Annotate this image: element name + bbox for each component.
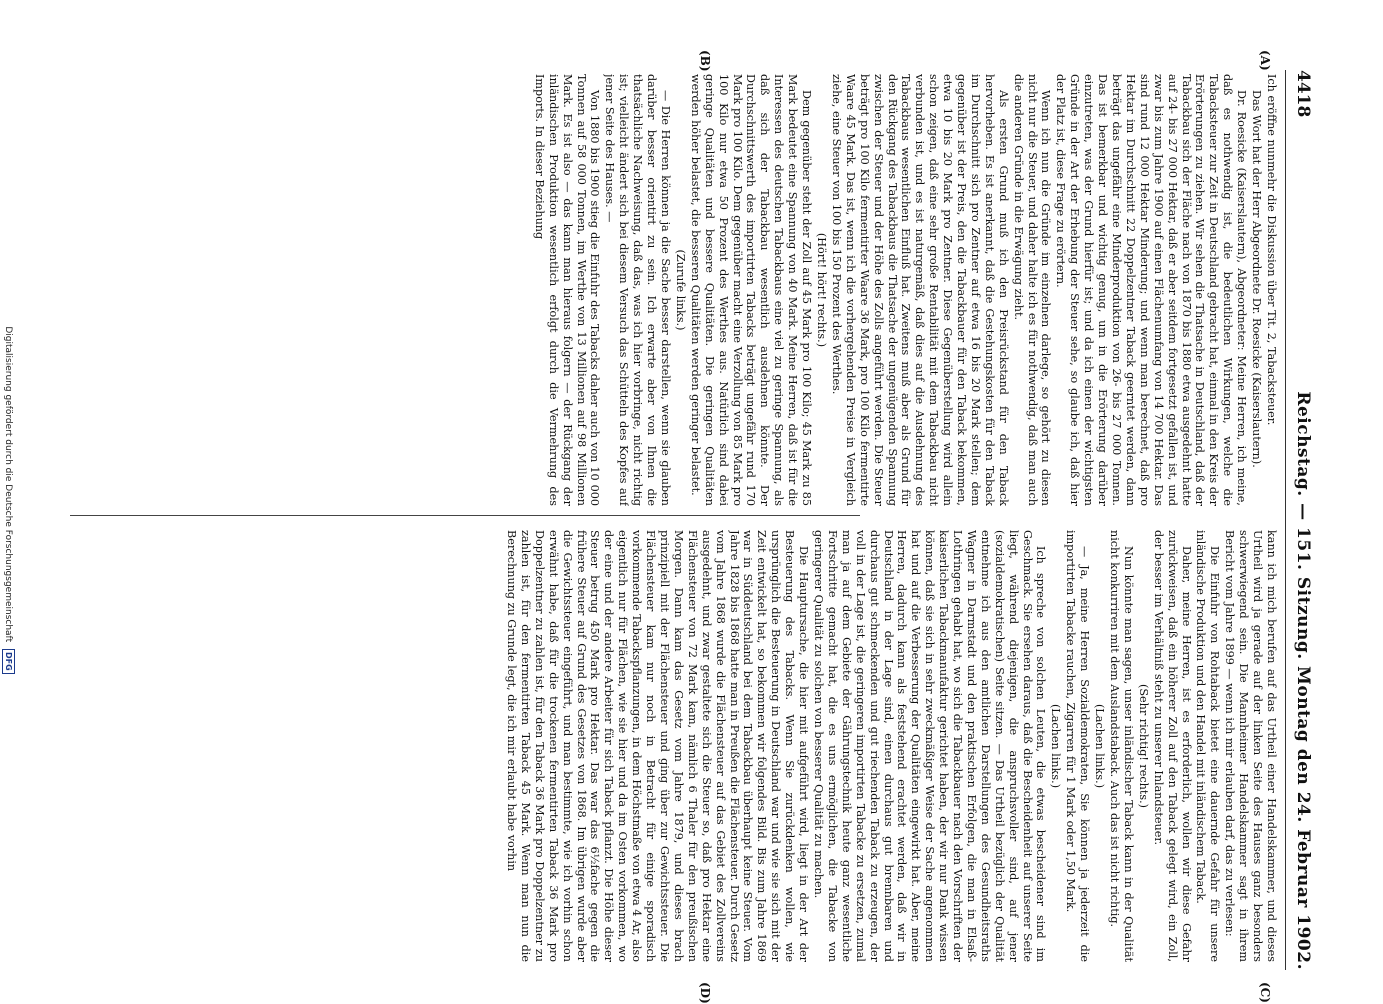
page-number: 4418 [1293, 70, 1313, 118]
quotation: Die Einfuhr von Rohtaback bietet eine dauernde Gefahr für unsere inländische Produktion und den Handel mit inländischem Taback. [1194, 530, 1222, 962]
paragraph: Dr. Roesicke (Kaiserslautern), Abgeordneter: Meine Herren, ich meine, daß es nothwendig ist, die bedeutlichen Wirkungen, welche die Tabacksteuer zur Zeit in Deutschland gebracht hat, einmal in den Kreis der Erörterungen zu ziehen. Wir sehen die Thatsache in Deutschland, daß der Tabackbau sich der Fläche nach von 1870 bis 1880 etwa ausgedehnt hatte auf 24- bis 27 000 Hektar, daß er aber seitdem fortgesetzt gefallen ist, und zwar bis zum Jahre 1900 auf einen Flächenumfang von 14 700 Hektar. Das sind rund 12 000 Hektar Minderung; und wenn man berechnet, daß pro Hektar im Durchschnitt 22 Doppelzentner Taback geerntet werden, dann beträgt das ungefähr eine Minderproduktion von 26- bis 27 000 Tonnen. Das ist bemerkbar und wichtig genug, um in die Erörterung darüber einzutreten, was der Grund hierfür ist; und da ich einen der wichtigsten Gründe in der Art der Erhebung der Steuer sehe, so glaube ich, daß hier der Platz ist, diese Frage zu erörtern. [1054, 74, 1249, 506]
paragraph: kann ich mich berufen auf das Urtheil einer Handelskammer, und dieses Urtheil wird ja gerade auf der linken Seite des Hauses ganz besonders schwerwiegend sein. Die Mannheimer Handelskammer sagt in ihrem Bericht vom Jahre 1899 — wenn ich mir erlauben darf, das zu verlesen: [1223, 530, 1278, 962]
paragraph: Ich spreche von solchen Leuten, die etwas bescheidener sind im Geschmack. Sie ersehen daraus, daß die Bescheidenheit auf unserer Seite liegt, während diejenigen, die anspruchsvoller sind, auf jener (sozialdemokratischen) Seite sitzen. — Das Urtheil bezüglich der Qualität entnehme ich aus den amtlichen Darstellungen des Gesundheitsraths Wagner in Darmstadt und den praktischen Erfolgen, die man in Elsaß-Lothringen gehabt hat, wo sich die Tabackbauer nach den Vorschriften der kaiserlichen Tabackmanufaktur gerichtet haben, der wir nur Dank wissen können, daß sie sich in sehr zweckmäßiger Weise der Sache angenommen hat und auf die Verbesserung der Qualitäten eingewirkt hat. Aber, meine Herren, dadurch kann als feststehend erachtet werden, daß wir in Deutschland in der Lage sind, einen durchaus gut brennbaren und durchaus gut schmeckenden und gut riechenden Taback zu erzeugen, der voll in der Lage ist, die geringeren importirten Tabacke zu ersetzen, zumal man ja auf dem Gebiete der Gährungstechnik heute ganz wesentliche Fortschritte gemacht hat, die es uns ermöglichen, die Tabacke von geringerer Qualität zu solchen von besserer Qualität zu machen. [812, 530, 1048, 962]
paragraph: Ich eröffne nunmehr die Diskussion über Tit. 2, Tabacksteuer. [1265, 74, 1278, 426]
right-column [68, 530, 1278, 962]
interjection: (Sehr richtig! rechts.) [1136, 683, 1150, 809]
header-rule [1285, 70, 1286, 970]
margin-marker-d: (D) [698, 982, 712, 1004]
margin-marker-c: (C) [1258, 982, 1272, 1003]
paragraph: Wenn ich nun die Gründe im einzelnen darlege, so gehört zu diesen nicht nur die Steuer, und daher halte ich es für nothwendig, daß man auch die anderen Gründe in die Erwägung zieht. [1011, 74, 1053, 506]
interjection: (Lachen links.) [1093, 703, 1107, 789]
page-title: Reichstag. — 151. Sitzung. Montag den 24. Februar 1902. [1293, 391, 1313, 970]
interjection: (Hört! hört! rechts.) [815, 232, 828, 348]
credit-text: Digitalisierung gefördert durch die Deutsche Forschungsgemeinschaft [3, 326, 13, 643]
paragraph: — Ja, meine Herren Sozialdemokraten, Sie können ja jederzeit die importirten Tabacke rauchen, Zigarren für 1 Mark oder 1,50 Mark. [1064, 530, 1092, 962]
paragraph: Das Wort hat der Herr Abgeordnete Dr. Roesicke (Kaiserslautern). [1250, 90, 1264, 468]
dfg-logo: DFG [2, 649, 15, 674]
paragraph: Als ersten Grund muß ich den Preisrückstand für den Taback hervorheben. Es ist anerkannt, daß die Gestehungskosten für den Taback im Durchschnitt sich pro Zentner auf etwa 16 bis 20 Mark stellen; dem gegenüber ist der Preis, den die Tabackbauer für den Taback bekommen, etwa 10 bis 20 Mark pro Zentner. Diese Gegenüberstellung wird allein schon zeigen, daß eine sehr große Rentabilität mit dem Tabackbau nicht verbunden ist, und es ist naturgemäß, daß dies auf die Ausdehnung des Tabackbaus wesentlichen Einfluß hat. Zweitens muß aber als Grund für den Rückgang des Tabackbaus die Thatsache der ungenügenden Spannung zwischen der Steuer und der Höhe des Zolls angeführt werden. Die Steuer beträgt pro 100 Kilo fermentirter Waare 36 Mark, pro 100 Kilo fermentirte Waare 45 Mark. Das ist, wenn ich die vorhergehenden Preise in Vergleich ziehe, eine Steuer von 100 bis 150 Prozent des Werthes. [829, 74, 1010, 506]
digitization-credit [0, 0, 16, 1000]
interjection: (Zurufe links.) [673, 249, 687, 331]
margin-marker-a: (A) [1258, 50, 1272, 71]
page-header [1290, 70, 1316, 970]
paragraph: Nun könnte man sagen, unser inländischer Taback kann in der Qualität nicht konkurriren mit dem Auslandstaback. Auch das ist nicht richtig. [1108, 530, 1135, 962]
paragraph: — Die Herren können ja die Sache besser darstellen, wenn sie glauben darüber besser orientirt zu sein. Ich erwarte aber von Ihnen die thatsächliche Nachweisung, daß das, was ich hier vorbringe, nicht richtig ist; vielleicht ändert sich bei diesem Versuch das Schütteln des Kopfes auf jener Seite des Hauses. — [603, 74, 673, 506]
paragraph: Die Hauptursache, die hier mit aufgeführt wird, liegt in der Art der Besteuerung des Tabacks. Wenn Sie zurückdenken wollen, wie ursprünglich die Besteuerung in Deutschland war und wie sie sich mit der Zeit entwickelt hat, so bekommen wir folgendes Bild. Bis zum Jahre 1869 war in Süddeutschland bei dem Tabackbau überhaupt keine Steuer. Vom Jahre 1828 bis 1868 hatte man in Preußen die Flächensteuer. Durch Gesetz vom Jahre 1868 wurde die Flächensteuer auf das Gebiet des Zollvereins ausgedehnt, und zwar gestaltete sich die Steuer so, daß pro Hektar eine Flächensteuer von 72 Mark kam, nämlich 6 Thaler für den preußischen Morgen. Dann kam das Gesetz vom Jahre 1879, und dieses brach prinzipiell mit der Flächensteuer und ging über zur Gewichtssteuer. Die Flächensteuer kam nur noch in Betracht für einige sporadisch vorkommende Tabackspflanzungen, in dem Höchstmaße von etwa 4 Ar, also eigentlich nur für Flächen, wie sie hier und da im Osten vorkommen, wo der eine und der andere Arbeiter für sich Taback pflanzt. Die Höhe dieser Steuer betrug 450 Mark pro Hektar. Das war das 6½fache gegen die frühere Steuer auf Grund des Gesetzes von 1868. Im übrigen wurde aber die Gewichtssteuer eingeführt, und man bestimmte, wie ich vorhin schon erwähnt habe, daß für die trockenen fermentirten Taback 36 Mark pro Doppelzentner zu zahlen ist, für den Taback 36 Mark pro Doppelzentner zu zahlen ist, für den fermentirten Taback 45 Mark. Wenn man nun die Berechnung zu Grunde legt, die ich mir erlaubt habe vorhin [505, 530, 811, 962]
left-column [68, 74, 1278, 506]
paragraph: Von 1880 bis 1900 stieg die Einfuhr des Tabacks daher auch von 10 000 Tonnen auf 58 000 Tonnen, im Werthe von 13 Millionen auf 98 Millionen Mark. Es ist also — das kann man hieraus folgern — der Rückgang der inländischen Produktion wesentlich erfolgt durch die Vermehrung des Imports. In dieser Beziehung [532, 74, 602, 506]
margin-marker-b: (B) [698, 50, 712, 72]
interjection: (Lachen links.) [1049, 703, 1063, 789]
paragraph: Dem gegenüber steht der Zoll auf 45 Mark pro 100 Kilo; 45 Mark zu 85 Mark bedeutet eine Spannung von 40 Mark. Meine Herren, daß ist für die Interessen des deutschen Tabackbaus eine viel zu geringe Spannung, als daß sich der Tabackbau wesentlich ausdehnen könnte. Der Durchschnittswerth des importirten Tabacks beträgt ungefähr rund 170 Mark pro 100 Kilo. Dem gegenüber macht eine Verzollung von 85 Mark pro 100 Kilo nur etwa 50 Prozent des Werthes aus. Natürlich sind dabei geringe Qualitäten und bessere Qualitäten. Die geringen Qualitäten werden höher belastet, die besseren Qualitäten werden geringer belastet. [688, 74, 814, 506]
column-divider [70, 515, 860, 516]
paragraph: Daher, meine Herren, ist es erforderlich, wollen wir diese Gefahr zurückweisen, daß ein höherer Zoll auf den Taback gelegt wird, ein Zoll, der besser im Verhältniß steht zu unserer Inlandsteuer. [1151, 530, 1193, 962]
